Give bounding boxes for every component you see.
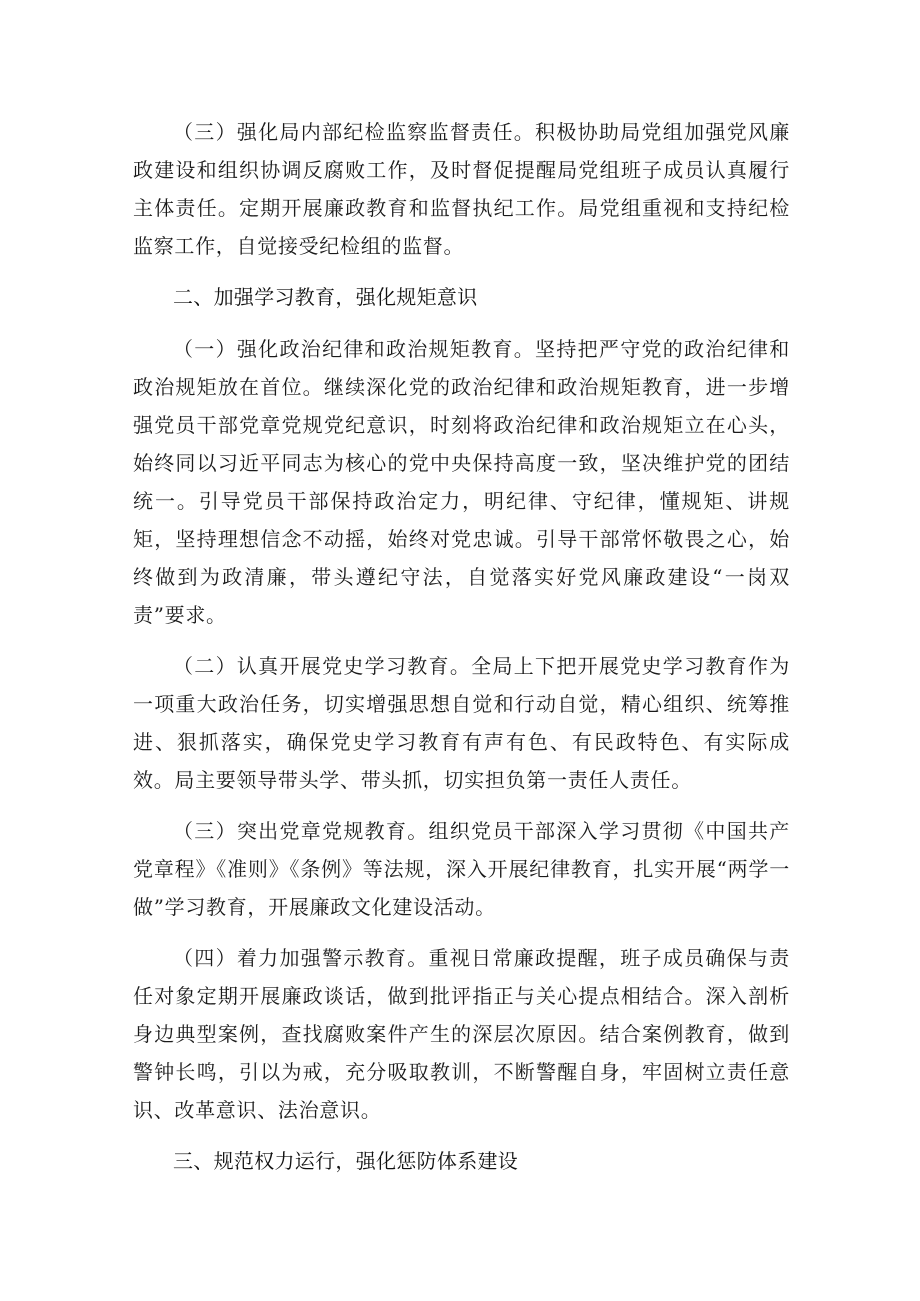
document-body [133,113,790,1194]
paragraph-party-history: （二）认真开展党史学习教育。全局上下把开展党史学习教育作为一项重大政治任务，切实增强思想自觉和行动自觉，精心组织、统筹推进、狠抓落实，确保党史学习教育有声有色、有民政特色、有实际成效。局主要领导带头学、带头抓，切实担负第一责任人责任。 [133,654,790,792]
section-heading-2: 二、加强学习教育，强化规矩意识 [173,285,478,309]
paragraph-warning-education: （四）着力加强警示教育。重视日常廉政提醒，班子成员确保与责任对象定期开展廉政谈话，做到批评指正与关心提点相结合。深入剖析身边典型案例，查找腐败案件产生的深层次原因。结合案例教育，做到警钟长鸣，引以为戒，充分吸取教训，不断警醒自身，牢固树立责任意识、改革意识、法治意识。 [133,946,790,1122]
paragraph-party-constitution: （三）突出党章党规教育。组织党员干部深入学习贯彻《中国共产党章程》《准则》《条例》等法规，深入开展纪律教育，扎实开展“两学一做”学习教育，开展廉政文化建设活动。 [133,819,790,919]
paragraph-political-discipline: （一）强化政治纪律和政治规矩教育。坚持把严守党的政治纪律和政治规矩放在首位。继续深化党的政治纪律和政治规矩教育，进一步增强党员干部党章党规党纪意识，时刻将政治纪律和政治规矩立在心头，始终同以习近平同志为核心的党中央保持高度一致，坚决维护党的团结统一。引导党员干部保持政治定力，明纪律、守纪律，懂规矩、讲规矩，坚持理想信念不动摇，始终对党忠诚。引导干部常怀敬畏之心，始终做到为政清廉，带头遵纪守法，自觉落实好党风廉政建设“一岗双责”要求。 [133,337,790,627]
paragraph-supervision-responsibility: （三）强化局内部纪检监察监督责任。积极协助局党组加强党风廉政建设和组织协调反腐败工作，及时督促提醒局党组班子成员认真履行主体责任。定期开展廉政教育和监督执纪工作。局党组重视和支持纪检监察工作，自觉接受纪检组的监督。 [133,120,790,258]
section-heading-3: 三、规范权力运行，强化惩防体系建设 [173,1149,519,1173]
